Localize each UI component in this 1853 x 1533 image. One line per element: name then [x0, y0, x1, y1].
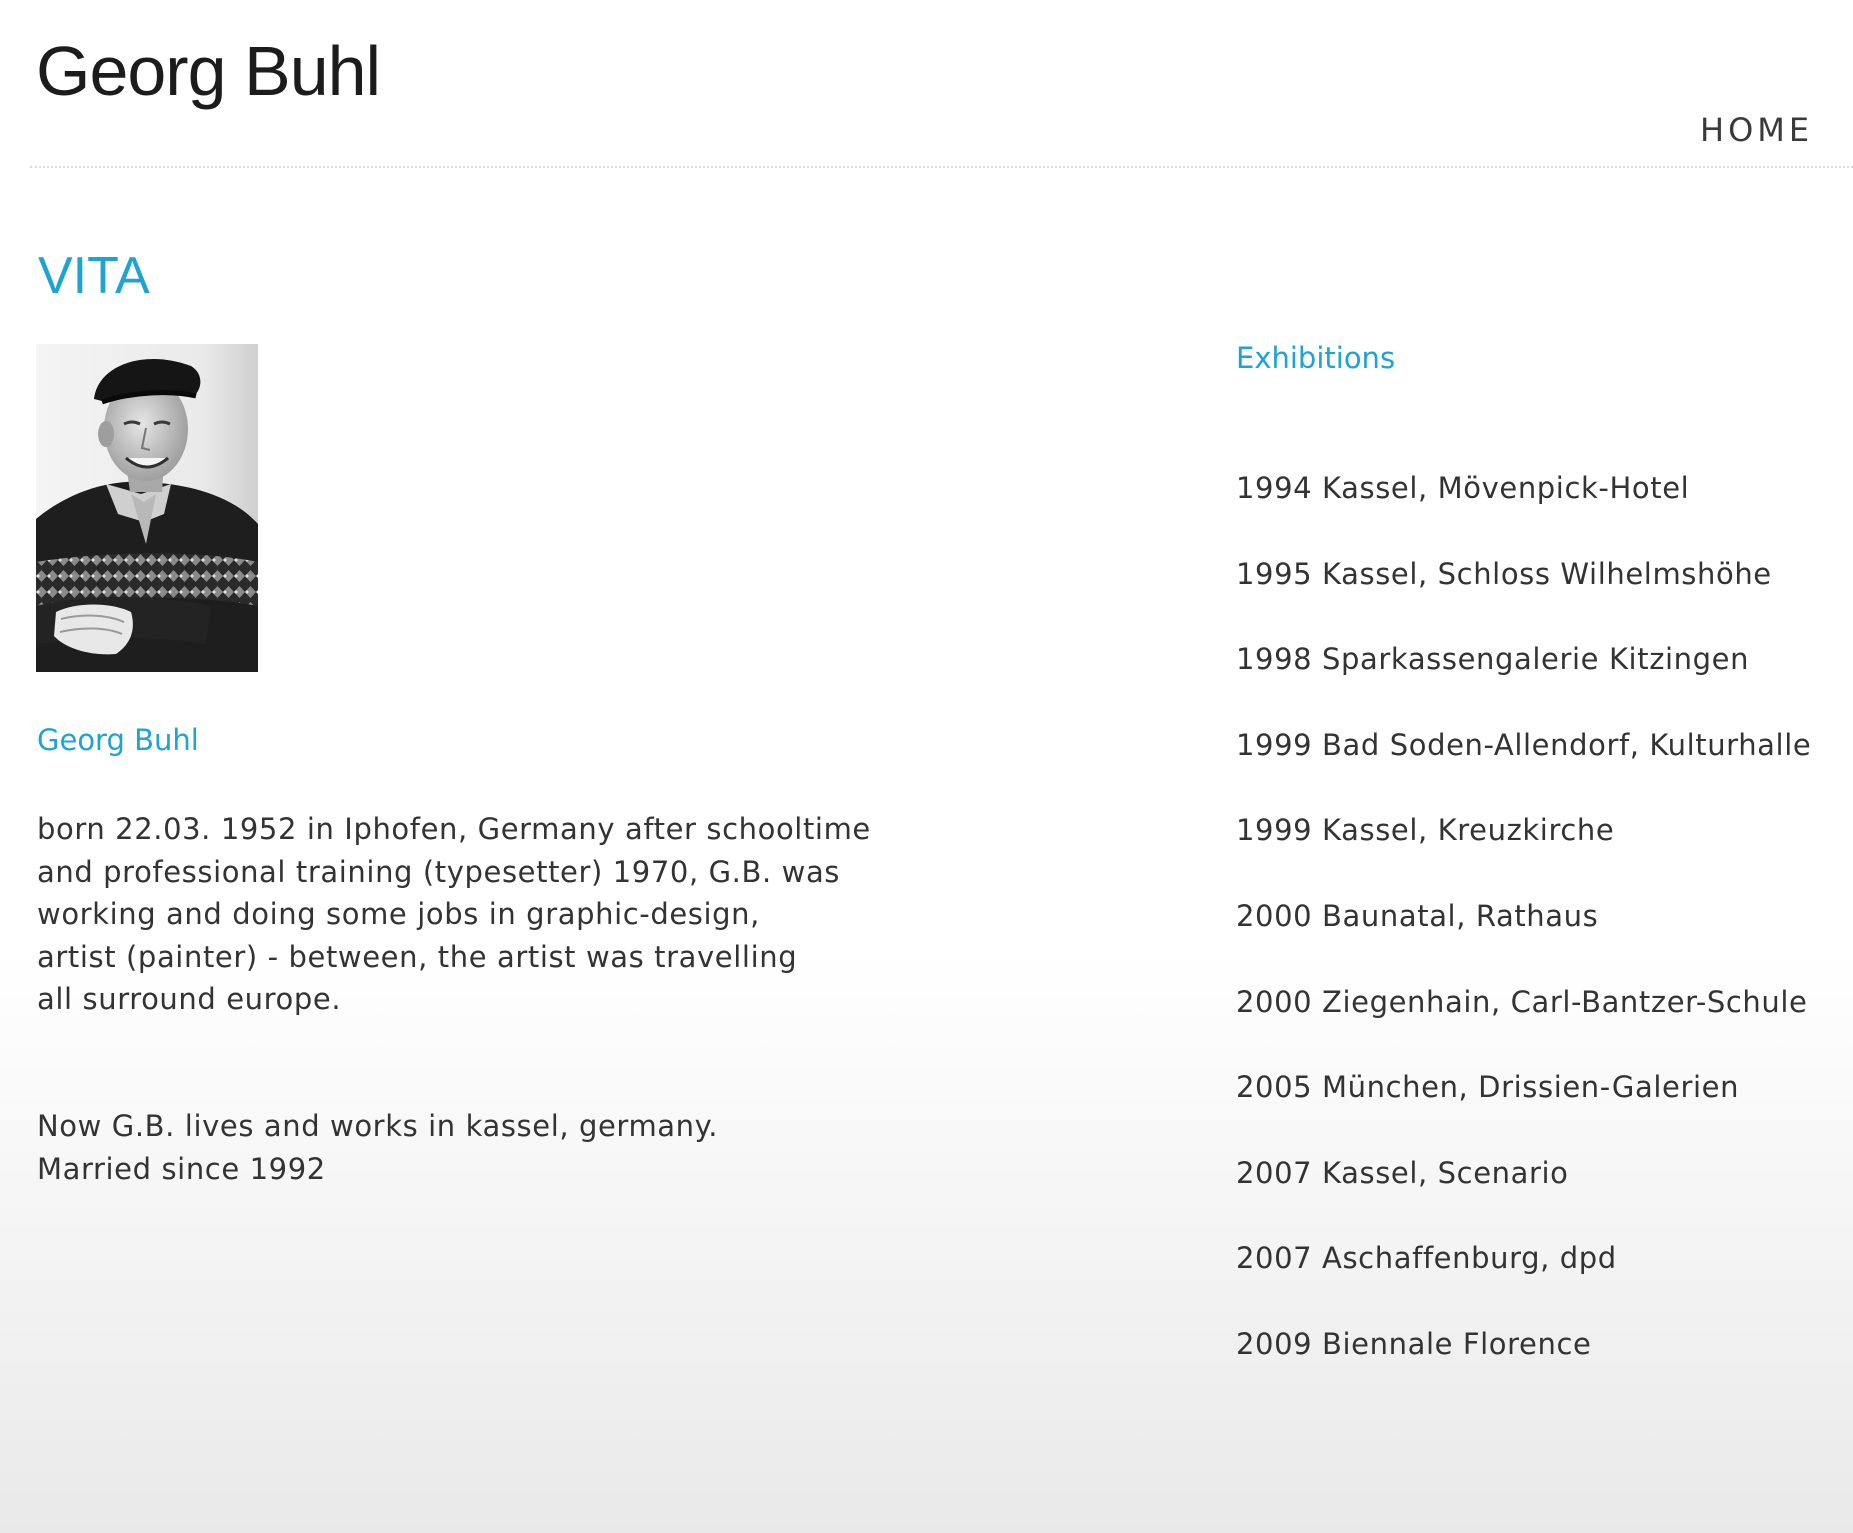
exhibition-item: 1999 Bad Soden-Allendorf, Kulturhalle — [1236, 727, 1812, 762]
page-title: VITA — [38, 247, 150, 305]
exhibition-item: 1994 Kassel, Mövenpick-Hotel — [1236, 471, 1690, 505]
exhibition-item: 2000 Baunatal, Rathaus — [1236, 898, 1599, 933]
exhibition-item: 2007 Kassel, Scenario — [1236, 1155, 1569, 1190]
portrait-image — [36, 344, 258, 672]
biography-paragraph: Now G.B. lives and works in kassel, germany. Married since 1992 — [37, 1109, 719, 1186]
exhibition-item: 2009 Biennale Florence — [1236, 1326, 1592, 1361]
nav-home-link[interactable]: HOME — [1700, 111, 1814, 149]
exhibition-item: 1999 Kassel, Kreuzkirche — [1236, 813, 1615, 848]
biography-paragraph: born 22.03. 1952 in Iphofen, Germany after schooltime and professional training (typesetter) 1970, G.B. was working and doing some jobs in graphic-design, artist (painter) - between, the artist was travelling all surround europe. — [37, 812, 871, 1016]
exhibition-item: 2005 München, Drissien-Galerien — [1236, 1070, 1740, 1105]
header-divider — [30, 166, 1853, 168]
exhibitions-list — [1236, 470, 1846, 1412]
site-title: Georg Buhl — [36, 32, 381, 110]
exhibition-item: 1998 Sparkassengalerie Kitzingen — [1236, 642, 1750, 677]
exhibition-item: 2000 Ziegenhain, Carl-Bantzer-Schule — [1236, 984, 1808, 1019]
exhibition-item: 2007 Aschaffenburg, dpd — [1236, 1241, 1617, 1276]
artist-portrait-photo — [36, 344, 258, 672]
biography-name: Georg Buhl — [37, 723, 199, 757]
exhibition-item: 1995 Kassel, Schloss Wilhelmshöhe — [1236, 556, 1772, 591]
exhibitions-heading: Exhibitions — [1236, 341, 1396, 375]
